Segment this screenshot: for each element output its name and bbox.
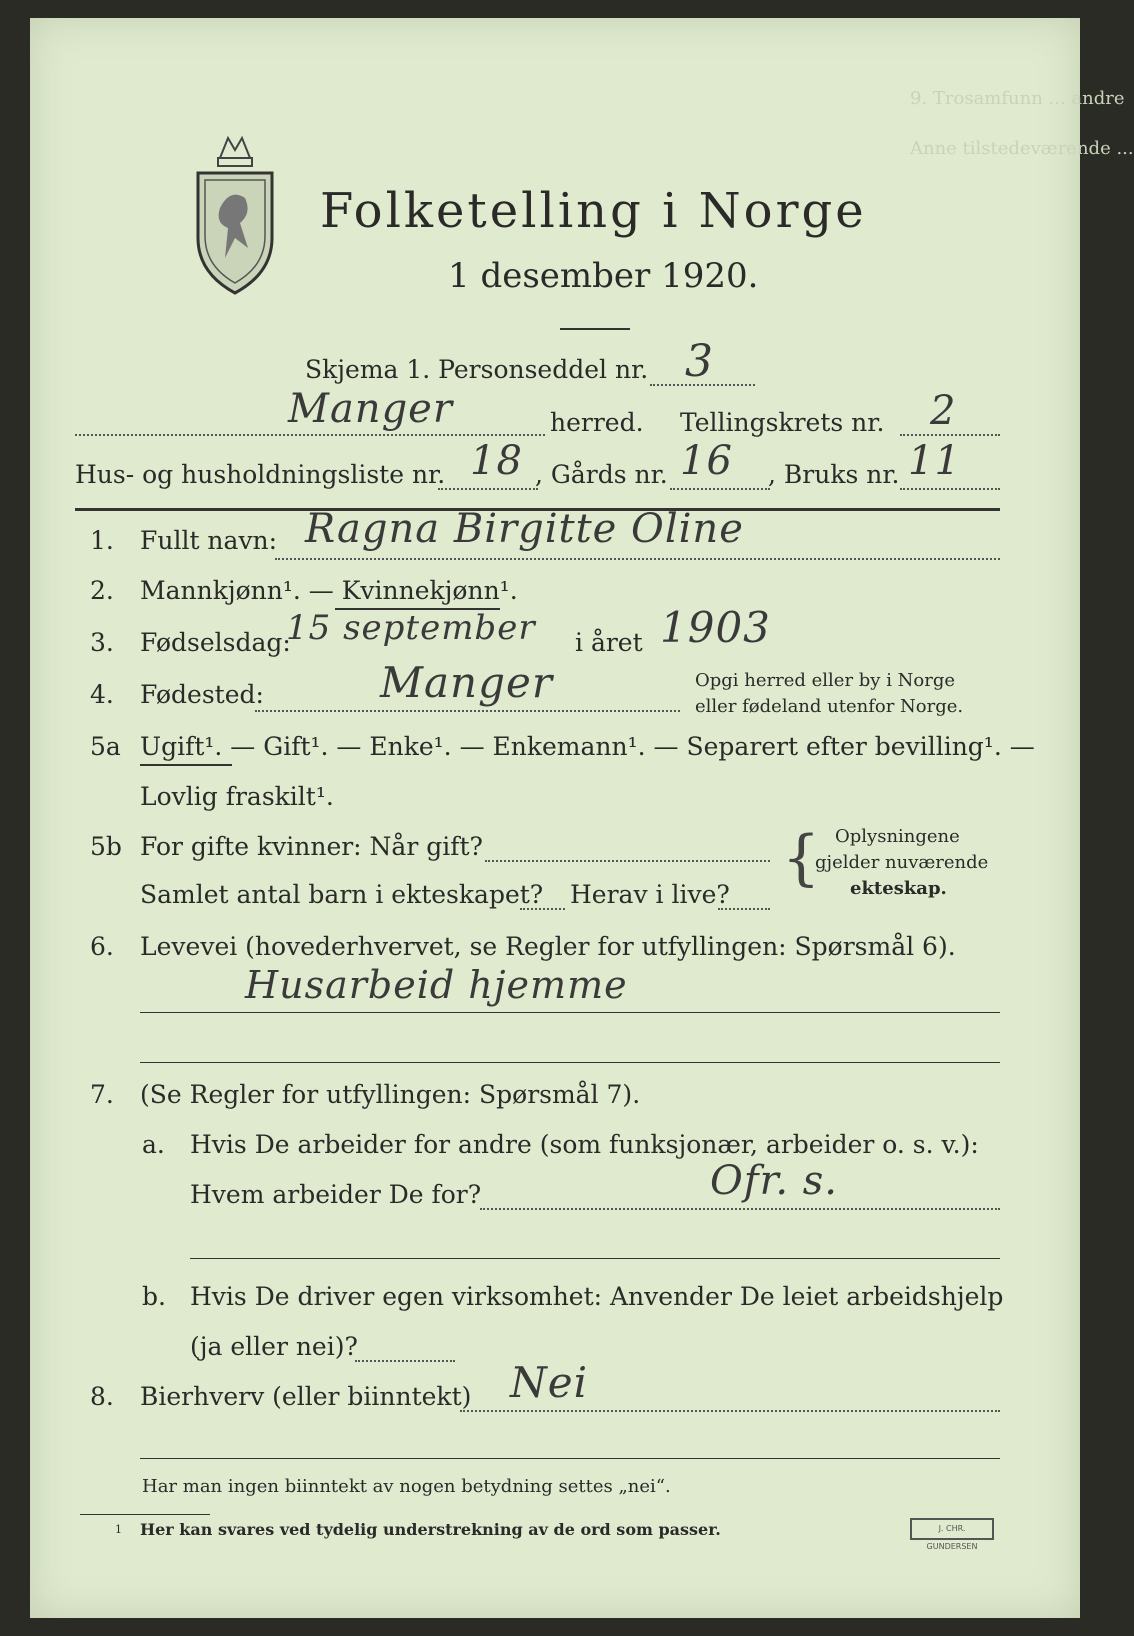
bruks-line: [900, 488, 1000, 490]
q5b-children-line: [520, 908, 565, 910]
q7a-value[interactable]: Ofr. s.: [710, 1158, 838, 1204]
bleed-text-2: Anne tilstedeværende ...: [910, 138, 1134, 159]
q3-day-value[interactable]: 15 september: [286, 608, 536, 648]
q1-line: [275, 558, 1000, 560]
q7b-letter: b.: [142, 1282, 166, 1311]
tellingskrets-line: [900, 434, 1000, 436]
q3-number: 3.: [90, 628, 114, 657]
q5b-married-line: [485, 860, 770, 862]
q8-value[interactable]: Nei: [510, 1358, 589, 1407]
personseddel-value[interactable]: 3: [685, 336, 714, 387]
footnote-mark: 1: [115, 1523, 122, 1536]
q7-label: (Se Regler for utfyllingen: Spørsmål 7).: [140, 1080, 641, 1109]
q4-note-2: eller fødeland utenfor Norge.: [695, 696, 964, 717]
q6-value[interactable]: Husarbeid hjemme: [245, 963, 628, 1007]
q2-label: Mannkjønn¹. — Kvinnekjønn¹.: [140, 576, 518, 605]
title-divider: [560, 328, 630, 330]
q5b-alive-line: [718, 908, 770, 910]
q5b-line2a: Samlet antal barn i ekteskapet?: [140, 880, 544, 909]
skjema-label: Skjema 1. Personseddel nr.: [305, 355, 649, 384]
q5a-line2: Lovlig fraskilt¹.: [140, 782, 334, 811]
q8-label: Bierhverv (eller biinntekt): [140, 1382, 472, 1411]
q7a-letter: a.: [142, 1130, 165, 1159]
q7b-line2: (ja eller nei)?: [190, 1332, 358, 1361]
tellingskrets-label: Tellingskrets nr.: [680, 408, 885, 437]
q4-note-1: Opgi herred eller by i Norge: [695, 670, 956, 691]
q8-extra-line: [140, 1458, 1000, 1459]
form-date: 1 desember 1920.: [448, 256, 759, 296]
tellingskrets-value[interactable]: 2: [930, 388, 957, 434]
bleed-text-1: 9. Trosamfunn ... andre: [910, 88, 1125, 109]
footer-note: Har man ingen biinntekt av nogen betydning settes „nei“.: [142, 1476, 671, 1497]
q5b-brace: {: [782, 823, 821, 893]
gards-label: , Gårds nr.: [535, 460, 668, 489]
q4-value[interactable]: Manger: [380, 658, 553, 707]
q8-number: 8.: [90, 1382, 114, 1411]
q7b-line: [355, 1360, 455, 1362]
q4-number: 4.: [90, 680, 114, 709]
footnote-rule: [80, 1514, 210, 1515]
q5b-note-2: gjelder nuværende: [815, 852, 989, 873]
q1-value[interactable]: Ragna Birgitte Oline: [305, 506, 744, 552]
q1-label: Fullt navn:: [140, 526, 278, 555]
q7-number: 7.: [90, 1080, 114, 1109]
q4-label: Fødested:: [140, 680, 264, 709]
census-form-page: [30, 18, 1134, 1618]
gards-line: [670, 488, 770, 490]
footnote-text: Her kan svares ved tydelig understrekning av de ord som passer.: [140, 1520, 721, 1539]
hus-value[interactable]: 18: [470, 438, 523, 484]
q6-number: 6.: [90, 932, 114, 961]
q1-number: 1.: [90, 526, 114, 555]
q6-line-1: [140, 1012, 1000, 1013]
printer-stamp: J. CHR. GUNDERSEN: [910, 1518, 994, 1540]
q5a-underline: [140, 764, 232, 766]
q3-label: Fødselsdag:: [140, 628, 291, 657]
q6-label: Levevei (hovederhvervet, se Regler for utfyllingen: Spørsmål 6).: [140, 932, 956, 961]
q7a-line2: Hvem arbeider De for?: [190, 1180, 482, 1209]
hus-line: [438, 488, 538, 490]
q2-number: 2.: [90, 576, 114, 605]
bruks-value[interactable]: 11: [908, 438, 961, 484]
q8-line: [460, 1410, 1000, 1412]
q5a-options: Ugift¹. — Gift¹. — Enke¹. — Enkemann¹. — Separert efter bevilling¹. —: [140, 732, 1035, 761]
q7b-line1: Hvis De driver egen virksomhet: Anvender De leiet arbeidshjelp: [190, 1282, 1004, 1311]
gards-value[interactable]: 16: [680, 438, 733, 484]
q7a-line1: Hvis De arbeider for andre (som funksjonær, arbeider o. s. v.):: [190, 1130, 979, 1159]
q5b-line1: For gifte kvinner: Når gift?: [140, 832, 483, 861]
q7a-line: [480, 1208, 1000, 1210]
q3-year-value[interactable]: 1903: [660, 603, 771, 652]
form-title: Folketelling i Norge: [320, 183, 867, 239]
q5a-number: 5a: [90, 732, 121, 761]
herred-line: [75, 434, 545, 436]
herred-value[interactable]: Manger: [288, 386, 453, 432]
q5b-line2b: Herav i live?: [570, 880, 730, 909]
herred-label: herred.: [550, 408, 644, 437]
q5b-note-3: ekteskap.: [850, 878, 947, 899]
q3-aaret-label: i året: [575, 628, 643, 657]
q4-line: [255, 710, 680, 712]
q6-line-2: [140, 1062, 1000, 1063]
q7a-extra-line: [190, 1258, 1000, 1259]
coat-of-arms-icon: [190, 128, 280, 298]
q5b-note-1: Oplysningene: [835, 826, 960, 847]
bruks-label: , Bruks nr.: [768, 460, 900, 489]
q5b-number: 5b: [90, 832, 122, 861]
hus-label: Hus- og husholdningsliste nr.: [75, 460, 446, 489]
